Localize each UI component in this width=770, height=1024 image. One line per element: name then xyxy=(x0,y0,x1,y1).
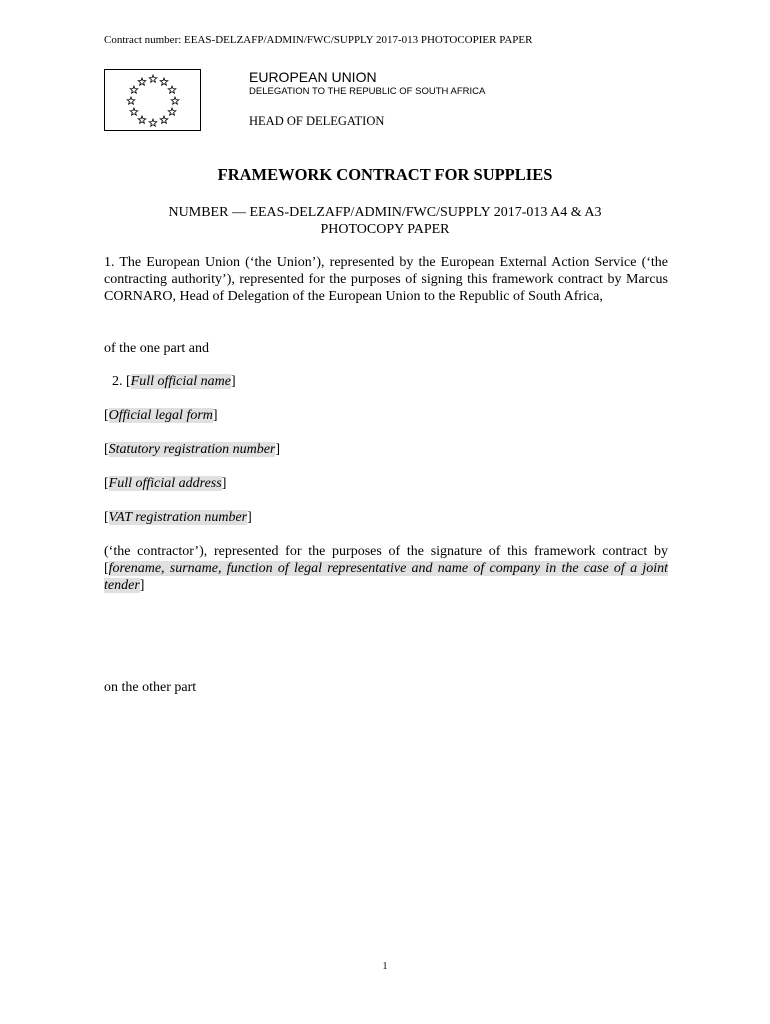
eu-star-icon xyxy=(127,97,135,104)
bracket-close: ] xyxy=(247,510,252,525)
party-one-paragraph: 1. The European Union (‘the Union’), represented by the European External Action Service (‘the contracting authority’), represented for the purposes of signing this framework contract by Marcus CORNARO, Head of Delegation of the European Union to the Republic of South Africa, xyxy=(104,255,668,304)
eu-star-icon xyxy=(138,116,146,123)
contract-number-header: Contract number: EEAS-DELZAFP/ADMIN/FWC/SUPPLY 2017-013 PHOTOCOPIER PAPER xyxy=(104,34,533,46)
statutory-registration-field[interactable]: Statutory registration number xyxy=(108,442,276,457)
document-title: FRAMEWORK CONTRACT FOR SUPPLIES xyxy=(217,165,553,184)
bracket-open: [ xyxy=(104,476,109,491)
eu-star-icon xyxy=(160,116,168,123)
other-part-text: on the other part xyxy=(104,680,197,695)
eu-star-icon xyxy=(149,75,157,82)
contract-number-line2: PHOTOCOPY PAPER xyxy=(320,222,450,237)
eu-star-icon xyxy=(160,78,168,85)
eu-star-icon xyxy=(149,119,157,126)
bracket-close: ] xyxy=(221,476,227,491)
eu-star-icon xyxy=(138,78,146,85)
legal-representative-field[interactable]: forename, surname, function of legal representative and name of company in the case of a joint tender xyxy=(104,561,668,593)
bracket-open: [ xyxy=(104,510,109,525)
vat-line xyxy=(104,509,252,526)
bracket-close: ] xyxy=(231,374,236,389)
eu-star-icon xyxy=(168,86,176,93)
full-official-name-field[interactable]: Full official name xyxy=(130,374,231,389)
eu-flag-logo xyxy=(104,69,201,131)
delegation-name: DELEGATION TO THE REPUBLIC OF SOUTH AFRICA xyxy=(249,86,486,97)
bracket-close: ] xyxy=(139,578,145,593)
head-of-delegation: HEAD OF DELEGATION xyxy=(249,114,385,128)
eu-star-icon xyxy=(171,97,179,104)
registration-line xyxy=(104,441,280,458)
official-legal-form-field[interactable]: Official legal form xyxy=(108,408,213,423)
item2-prefix: 2. [ xyxy=(112,374,131,389)
bracket-open: [ xyxy=(104,442,109,457)
bracket-open: [ xyxy=(104,408,109,423)
address-line xyxy=(104,475,226,492)
page-number: 1 xyxy=(382,961,388,972)
bracket-close: ] xyxy=(275,442,281,457)
vat-registration-field[interactable]: VAT registration number xyxy=(108,510,248,525)
party-two-name-line xyxy=(112,373,236,390)
eu-star-icon xyxy=(130,108,138,115)
eu-star-icon xyxy=(130,86,138,93)
eu-org-name: EUROPEAN UNION xyxy=(249,69,377,85)
bracket-close: ] xyxy=(212,408,218,423)
contract-number xyxy=(104,204,666,238)
contract-number-line1: NUMBER — EEAS-DELZAFP/ADMIN/FWC/SUPPLY 2017-013 A4 & A3 xyxy=(168,205,602,220)
eu-star-icon xyxy=(168,108,176,115)
legal-form-line xyxy=(104,407,218,424)
contractor-text: (‘the contractor’), represented for the purposes of the signature of this framework contract by [ xyxy=(104,544,668,576)
one-part-text: of the one part and xyxy=(104,341,209,356)
full-official-address-field[interactable]: Full official address xyxy=(108,476,222,491)
contractor-paragraph xyxy=(104,543,668,594)
eu-flag-stars-icon xyxy=(105,70,202,132)
